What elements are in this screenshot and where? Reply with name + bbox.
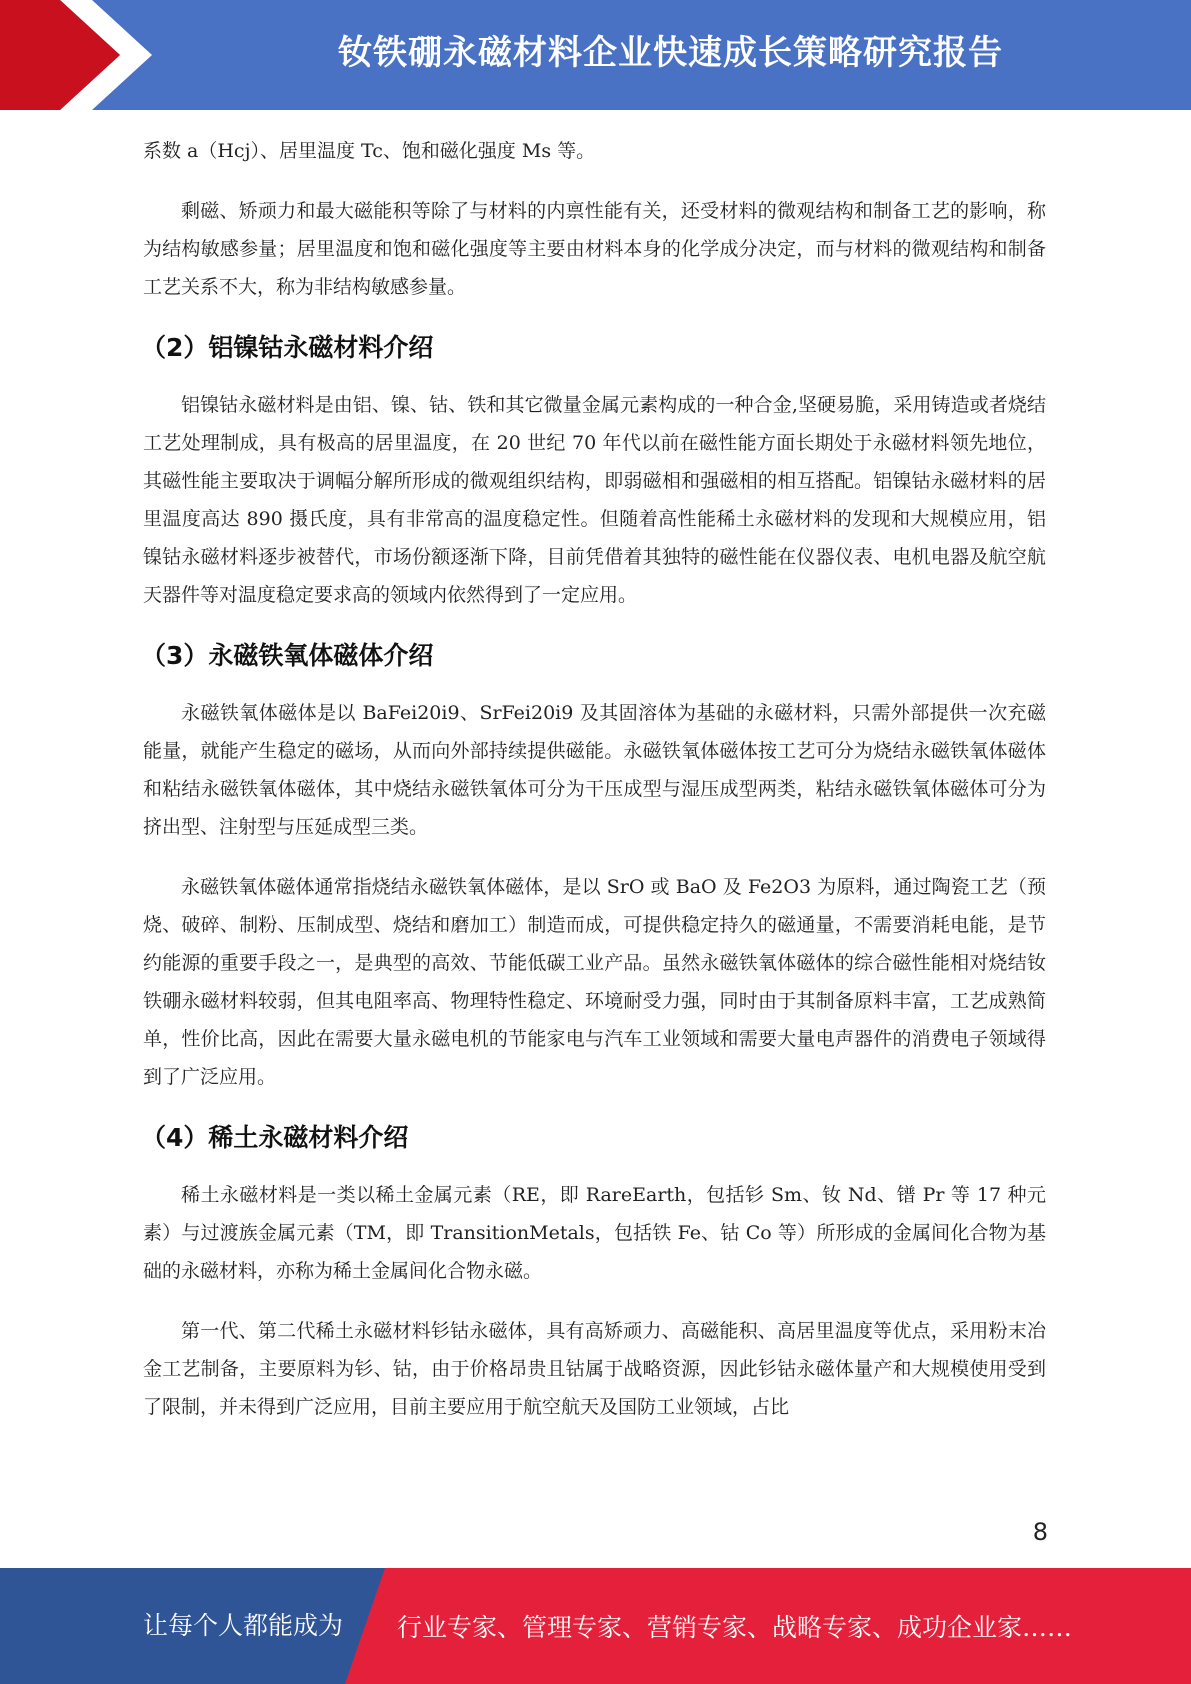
page-header: [0, 0, 1191, 110]
document-body: [143, 132, 1046, 1448]
paragraph: 永磁铁氧体磁体是以 BaFei20i9、SrFei20i9 及其固溶体为基础的永磁材料，只需外部提供一次充磁能量，就能产生稳定的磁场，从而向外部持续提供磁能。永磁铁氧体磁体按工艺可分为烧结永磁铁氧体磁体和粘结永磁铁氧体磁体，其中烧结永磁铁氧体可分为干压成型与湿压成型两类，粘结永磁铁氧体磁体可分为挤出型、注射型与压延成型三类。: [143, 702, 1046, 838]
footer-slogan-left: 让每个人都能成为: [143, 1611, 344, 1640]
section-heading-rare-earth: （4）稀土永磁材料介绍: [141, 1123, 409, 1152]
footer-slogan-right: 行业专家、管理专家、营销专家、战略专家、成功企业家……: [397, 1613, 1073, 1642]
report-title: 钕铁硼永磁材料企业快速成长策略研究报告: [338, 33, 1003, 73]
paragraph: 铝镍钴永磁材料是由铝、镍、钴、铁和其它微量金属元素构成的一种合金,坚硬易脆，采用铸造或者烧结工艺处理制成，具有极高的居里温度，在 20 世纪 70 年代以前在磁性能方面长期处于永磁材料领先地位，其磁性能主要取决于调幅分解所形成的微观组织结构，即弱磁相和强磁相的相互搭配。铝镍钴永磁材料的居里温度高达 890 摄氏度，具有非常高的温度稳定性。但随着高性能稀土永磁材料的发现和大规模应用，铝镍钴永磁材料逐步被替代，市场份额逐渐下降，目前凭借着其独特的磁性能在仪器仪表、电机电器及航空航天器件等对温度稳定要求高的领域内依然得到了一定应用。: [143, 394, 1046, 606]
paragraph: 永磁铁氧体磁体通常指烧结永磁铁氧体磁体，是以 SrO 或 BaO 及 Fe2O3 为原料，通过陶瓷工艺（预烧、破碎、制粉、压制成型、烧结和磨加工）制造而成，可提供稳定持久的磁通量，不需要消耗电能，是节约能源的重要手段之一，是典型的高效、节能低碳工业产品。虽然永磁铁氧体磁体的综合磁性能相对烧结钕铁硼永磁材料较弱，但其电阻率高、物理特性稳定、环境耐受力强，同时由于其制备原料丰富，工艺成熟简单，性价比高，因此在需要大量永磁电机的节能家电与汽车工业领域和需要大量电声器件的消费电子领域得到了广泛应用。: [143, 876, 1046, 1088]
section-heading-alnico: （2）铝镍钴永磁材料介绍: [141, 333, 434, 362]
section-heading-ferrite: （3）永磁铁氧体磁体介绍: [141, 641, 434, 670]
page-number: 8: [1032, 1518, 1048, 1546]
paragraph: 稀土永磁材料是一类以稀土金属元素（RE，即 RareEarth，包括钐 Sm、钕 Nd、镨 Pr 等 17 种元素）与过渡族金属元素（TM，即 TransitionMetals，包括铁 Fe、钴 Co 等）所形成的金属间化合物为基础的永磁材料，亦称为稀土金属间化合物永磁。: [143, 1184, 1046, 1282]
paragraph: 系数 a（Hcj）、居里温度 Tc、饱和磁化强度 Ms 等。: [143, 140, 596, 162]
paragraph: 剩磁、矫顽力和最大磁能积等除了与材料的内禀性能有关，还受材料的微观结构和制备工艺的影响，称为结构敏感参量；居里温度和饱和磁化强度等主要由材料本身的化学成分决定，而与材料的微观结构和制备工艺关系不大，称为非结构敏感参量。: [143, 200, 1046, 298]
page-footer: [0, 1568, 1191, 1684]
paragraph: 第一代、第二代稀土永磁材料钐钴永磁体，具有高矫顽力、高磁能积、高居里温度等优点，采用粉末冶金工艺制备，主要原料为钐、钴，由于价格昂贵且钴属于战略资源，因此钐钴永磁体量产和大规模使用受到了限制，并未得到广泛应用，目前主要应用于航空航天及国防工业领域，占比: [143, 1320, 1046, 1418]
